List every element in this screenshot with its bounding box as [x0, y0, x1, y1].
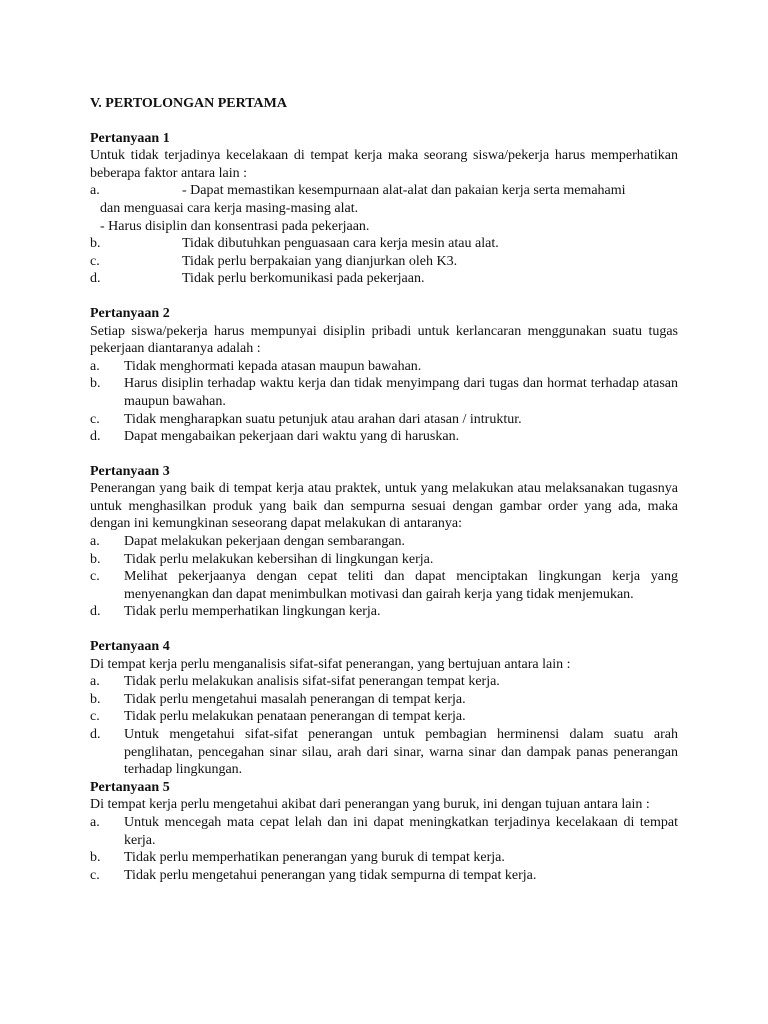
option-letter: d. [90, 604, 101, 620]
answer-option-a [90, 358, 678, 376]
option-letter: a. [90, 674, 100, 690]
question-intro: Penerangan yang baik di tempat kerja atau praktek, untuk yang melakukan atau melaksanakan tugasnya untuk menghasilkan produk yang baik dan sempurna sesuai dengan gambar order yang ada, maka dengan ini kemungkinan seseorang dapat melakukan di antaranya: [90, 481, 678, 532]
option-text: Untuk mencegah mata cepat lelah dan ini dapat meningkatkan terjadinya kecelakaan di tempat kerja. [124, 814, 678, 848]
option-letter: b. [90, 376, 101, 392]
answer-option-a [90, 182, 678, 200]
answer-option-a [90, 814, 678, 849]
option-letter: a. [90, 534, 100, 550]
question-intro: Setiap siswa/pekerja harus mempunyai disiplin pribadi untuk kerlancaran menggunakan suatu tugas pekerjaan diantaranya adalah : [90, 323, 678, 357]
question-5 [90, 779, 678, 885]
answer-option-b [90, 235, 678, 253]
answer-option-b [90, 691, 678, 709]
option-letter: d. [90, 429, 101, 445]
option-letter: c. [90, 709, 100, 725]
option-text: Tidak perlu berpakaian yang dianjurkan oleh K3. [182, 253, 458, 269]
option-text: Tidak menghormati kepada atasan maupun bawahan. [124, 358, 422, 374]
answer-option-a [90, 673, 678, 691]
option-text: - Dapat memastikan kesempurnaan alat-alat dan pakaian kerja serta memahami [182, 183, 626, 199]
option-letter: b. [90, 551, 101, 567]
question-heading: Pertanyaan 3 [90, 463, 170, 479]
answer-option-d [90, 726, 678, 779]
answer-option-c [90, 568, 678, 603]
option-text: Harus disiplin terhadap waktu kerja dan tidak menyimpang dari tugas dan hormat terhadap atasan maupun bawahan. [124, 376, 678, 409]
option-letter: c. [90, 411, 100, 427]
option-text-continued: dan menguasai cara kerja masing-masing alat. [100, 200, 359, 216]
option-text: Dapat mengabaikan pekerjaan dari waktu yang di haruskan. [124, 429, 460, 445]
option-text: Tidak perlu memperhatikan penerangan yang buruk di tempat kerja. [124, 850, 505, 866]
option-letter: c. [90, 569, 100, 585]
answer-option-c [90, 867, 678, 885]
answer-option-c [90, 253, 678, 271]
answer-option-b [90, 551, 678, 569]
question-intro: Di tempat kerja perlu menganalisis sifat-sifat penerangan, yang bertujuan antara lain : [90, 656, 571, 672]
option-letter: a. [90, 183, 100, 199]
question-1 [90, 130, 678, 288]
answer-option-d [90, 428, 678, 446]
option-text: Tidak perlu mengetahui penerangan yang tidak sempurna di tempat kerja. [124, 867, 537, 883]
answer-option-d [90, 270, 678, 288]
option-text: Tidak perlu berkomunikasi pada pekerjaan. [182, 271, 425, 287]
answer-option-c [90, 708, 678, 726]
option-letter: a. [90, 358, 100, 374]
option-text: Untuk mengetahui sifat-sifat penerangan untuk pembagian herminensi dalam suatu arah penglihatan, pencegahan sinar silau, arah dari sinar, warna sinar dan dampak panas penerangan terhadap lingkungan. [124, 727, 678, 778]
option-text: Tidak dibutuhkan penguasaan cara kerja mesin atau alat. [182, 236, 499, 252]
question-heading: Pertanyaan 2 [90, 305, 170, 321]
answer-option-b [90, 849, 678, 867]
document-content [90, 95, 678, 901]
question-2 [90, 305, 678, 446]
option-text: Tidak perlu melakukan analisis sifat-sifat penerangan tempat kerja. [124, 674, 500, 690]
answer-option-a [90, 533, 678, 551]
option-text: Tidak perlu melakukan penataan penerangan di tempat kerja. [124, 709, 466, 725]
answer-option-c [90, 411, 678, 429]
option-letter: c. [90, 253, 100, 269]
question-intro: Untuk tidak terjadinya kecelakaan di tempat kerja maka seorang siswa/pekerja harus memperhatikan beberapa faktor antara lain : [90, 148, 678, 181]
answer-option-b [90, 375, 678, 410]
option-text: Tidak perlu mengetahui masalah penerangan di tempat kerja. [124, 691, 466, 707]
option-text: Tidak perlu melakukan kebersihan di lingkungan kerja. [124, 551, 434, 567]
option-letter: b. [90, 236, 101, 252]
option-text: Dapat melakukan pekerjaan dengan sembarangan. [124, 534, 406, 550]
question-4 [90, 638, 678, 779]
question-heading: Pertanyaan 4 [90, 639, 170, 655]
question-heading: Pertanyaan 1 [90, 130, 170, 146]
question-heading: Pertanyaan 5 [90, 779, 170, 795]
option-letter: b. [90, 850, 101, 866]
option-letter: b. [90, 691, 101, 707]
option-letter: d. [90, 727, 101, 742]
option-letter: d. [90, 271, 101, 287]
option-letter: c. [90, 867, 100, 883]
question-intro: Di tempat kerja perlu mengetahui akibat dari penerangan yang buruk, ini dengan tujuan antara lain : [90, 797, 650, 813]
document-title: V. PERTOLONGAN PERTAMA [90, 96, 287, 111]
option-text: Melihat pekerjaanya dengan cepat teliti dan dapat menciptakan lingkungan kerja yang menyenangkan dan dapat menimbulkan motivasi dan gairah kerja yang tidak menjemukan. [124, 569, 678, 602]
question-3 [90, 463, 678, 621]
option-text-continued: - Harus disiplin dan konsentrasi pada pekerjaan. [100, 218, 370, 234]
option-text: Tidak mengharapkan suatu petunjuk atau arahan dari atasan / intruktur. [124, 411, 522, 427]
option-letter: a. [90, 814, 100, 830]
answer-option-d [90, 603, 678, 621]
option-text: Tidak perlu memperhatikan lingkungan kerja. [124, 604, 381, 620]
